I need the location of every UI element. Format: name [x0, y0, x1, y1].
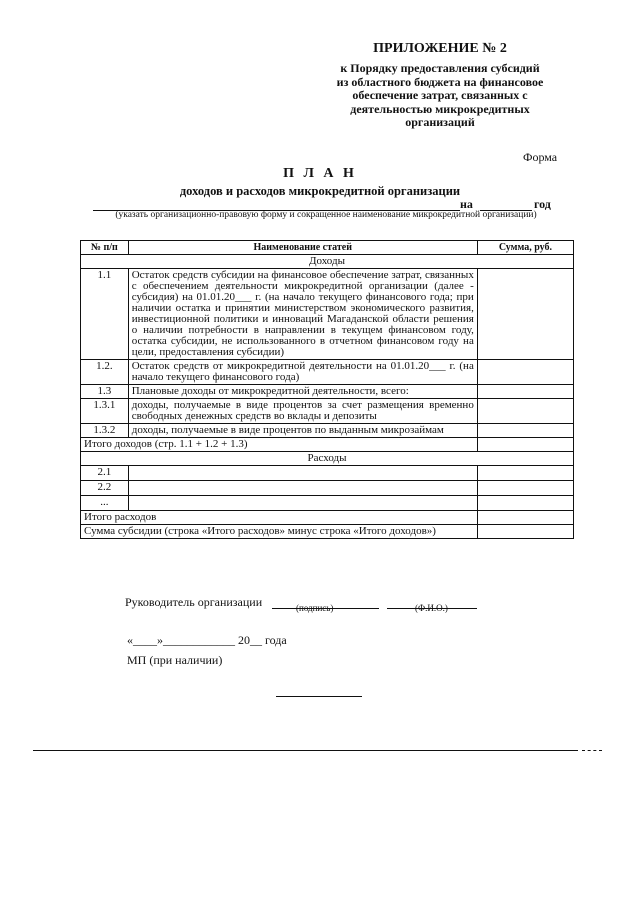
expense-total-sum-cell[interactable] — [477, 511, 573, 525]
row-name[interactable] — [128, 496, 477, 511]
row-name: доходы, получаемые в виде процентов за счет размещения временно свободных денежных средств во вклады и депозиты — [128, 399, 477, 424]
header-name: Наименование статей — [128, 241, 477, 255]
row-name[interactable] — [128, 481, 477, 496]
balance-label: Сумма субсидии (строка «Итого расходов» минус строка «Итого доходов») — [81, 525, 478, 539]
header-sum: Сумма, руб. — [477, 241, 573, 255]
row-sum-cell[interactable] — [477, 496, 573, 511]
row-name: доходы, получаемые в виде процентов по выданным микрозаймам — [128, 424, 477, 438]
row-number: 2.2 — [81, 481, 129, 496]
date-line: «____»____________ 20__ года — [127, 633, 287, 647]
plan-table — [80, 240, 574, 539]
year-label: год — [534, 197, 551, 211]
table-row — [81, 424, 574, 438]
balance-sum-cell[interactable] — [477, 525, 573, 539]
na-label: на — [460, 197, 473, 211]
separator-line — [276, 696, 362, 697]
row-name[interactable] — [128, 466, 477, 481]
table-row — [81, 269, 574, 360]
appendix-line: к Порядку предоставления субсидий — [340, 61, 540, 75]
plan-subtitle: доходов и расходов микрокредитной организации — [179, 184, 461, 198]
table-header-row — [81, 241, 574, 255]
expense-total-row — [81, 511, 574, 525]
head-of-organization-label: Руководитель организации — [125, 595, 263, 609]
expense-section-row — [81, 452, 574, 466]
balance-row — [81, 525, 574, 539]
row-sum-cell[interactable] — [477, 399, 573, 424]
appendix-line: деятельностью микрокредитных — [350, 101, 530, 116]
form-label: Форма — [523, 150, 558, 164]
income-total-label: Итого доходов (стр. 1.1 + 1.2 + 1.3) — [81, 438, 478, 452]
table-row — [81, 360, 574, 385]
row-number: 2.1 — [81, 466, 129, 481]
full-name-caption: (Ф.И.О.) — [415, 603, 448, 613]
page-rule-dashed — [582, 750, 602, 751]
row-number: 1.1 — [81, 269, 129, 360]
expense-total-label: Итого расходов — [81, 511, 478, 525]
appendix-title: ПРИЛОЖЕНИЕ № 2 — [373, 41, 507, 56]
table-row — [81, 399, 574, 424]
income-total-sum-cell[interactable] — [477, 438, 573, 452]
appendix-line: из областного бюджета на финансовое — [336, 74, 544, 89]
row-sum-cell[interactable] — [477, 269, 573, 360]
row-number: 1.3 — [81, 385, 129, 399]
row-sum-cell[interactable] — [477, 481, 573, 496]
income-section-label: Доходы — [81, 255, 574, 269]
row-name: Плановые доходы от микрокредитной деятельности, всего: — [128, 385, 477, 399]
table-row — [81, 385, 574, 399]
row-name: Остаток средств субсидии на финансовое обеспечение затрат, связанных с обеспечением деятельности микрокредитной организации (далее - субсидия) на 01.01.20___ г. (на начало текущего финансового года; при наличии остатка и принятии министерством экономического развития, инвестиционной политики и инноваций Магаданской области решения о наличии потребности в направлении в текущем финансовом году, остатка субсидии, не использованного в отчетном финансовом году на цели, предоставления субсидии) — [128, 269, 477, 360]
income-total-row — [81, 438, 574, 452]
plan-title: П Л А Н — [283, 166, 357, 181]
header-number: № п/п — [81, 241, 129, 255]
row-sum-cell[interactable] — [477, 385, 573, 399]
table-row — [81, 481, 574, 496]
row-number: 1.2. — [81, 360, 129, 385]
organization-hint: (указать организационно-правовую форму и сокращенное наименование микрокредитной организации) — [115, 210, 537, 220]
row-sum-cell[interactable] — [477, 466, 573, 481]
row-name: Остаток средств от микрокредитной деятельности на 01.01.20___ г. (на начало текущего финансового года) — [128, 360, 477, 385]
table-row — [81, 496, 574, 511]
expense-section-label: Расходы — [81, 452, 574, 466]
row-sum-cell[interactable] — [477, 360, 573, 385]
row-number: 1.3.2 — [81, 424, 129, 438]
stamp-label: МП (при наличии) — [127, 653, 223, 667]
row-number: 1.3.1 — [81, 399, 129, 424]
income-section-row — [81, 255, 574, 269]
page-rule — [33, 750, 578, 751]
appendix-line: организаций — [405, 115, 475, 129]
appendix-subtitle — [300, 62, 580, 130]
row-sum-cell[interactable] — [477, 424, 573, 438]
signature-caption: (подпись) — [296, 603, 334, 613]
row-number: ... — [81, 496, 129, 511]
table-row — [81, 466, 574, 481]
appendix-line: обеспечение затрат, связанных с — [352, 88, 528, 102]
